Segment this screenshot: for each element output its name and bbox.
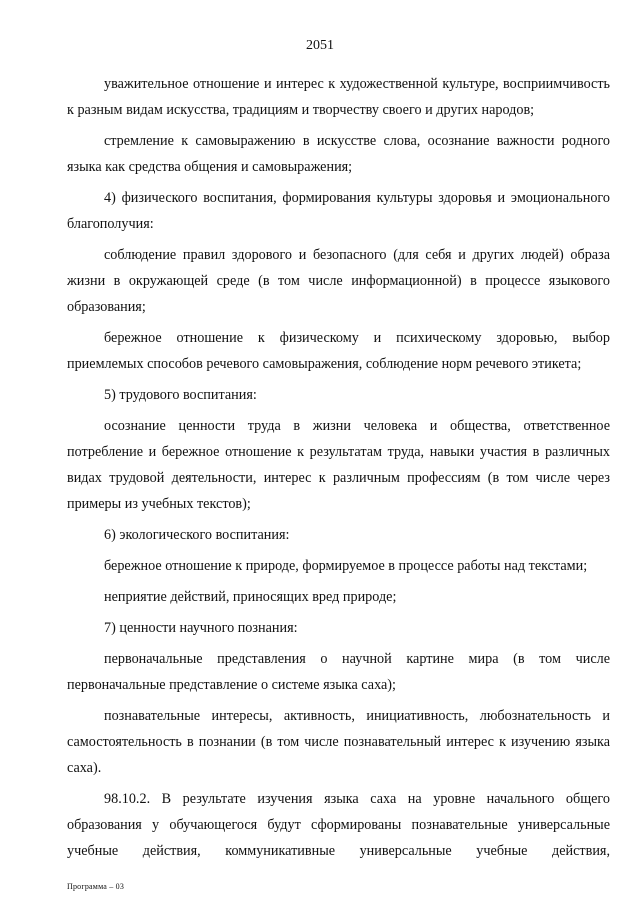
- page-number: 2051: [306, 38, 334, 53]
- paragraph-reject-harm: неприятие действий, приносящих вред природе;: [104, 589, 397, 605]
- paragraph-aesthetic-respect: уважительное отношение и интерес к художественной культуре, восприимчивость к разным видам искусства, традициям и творчеству своего и других народов;: [67, 76, 610, 118]
- heading-labor-education: 5) трудового воспитания:: [104, 387, 257, 403]
- paragraph-health-care: бережное отношение к физическому и психическому здоровью, выбор приемлемых способов речевого самовыражения, соблюдение норм речевого этикета;: [67, 330, 610, 372]
- paragraph-cognitive-interests: познавательные интересы, активность, инициативность, любознательность и самостоятельность в познании (в том числе познавательный интерес к изучению языка саха).: [67, 708, 610, 776]
- paragraph-world-picture: первоначальные представления о научной картине мира (в том числе первоначальные представление о системе языка саха);: [67, 651, 610, 693]
- paragraph-self-expression: стремление к самовыражению в искусстве слова, осознание важности родного языка как средства общения и самовыражения;: [67, 133, 610, 175]
- paragraph-section-98-10-2: 98.10.2. В результате изучения языка саха на уровне начального общего образования у обучающегося будут сформированы познавательные универсальные учебные действия, коммуникативные универсальные учебные действия,: [67, 791, 610, 859]
- heading-ecological-education: 6) экологического воспитания:: [104, 527, 290, 543]
- document-body: [67, 71, 610, 869]
- page-footer: Программа – 03: [67, 882, 125, 891]
- heading-physical-education: 4) физического воспитания, формирования культуры здоровья и эмоционального благополучия:: [67, 190, 610, 232]
- heading-scientific-knowledge: 7) ценности научного познания:: [104, 620, 298, 636]
- paragraph-care-for-nature: бережное отношение к природе, формируемое в процессе работы над текстами;: [104, 558, 588, 574]
- paragraph-value-of-labor: осознание ценности труда в жизни человека и общества, ответственное потребление и бережное отношение к результатам труда, навыки участия в различных видах трудовой деятельности, интерес к различным профессиям (в том числе через примеры из учебных текстов);: [67, 418, 610, 512]
- paragraph-healthy-lifestyle: соблюдение правил здорового и безопасного (для себя и других людей) образа жизни в окружающей среде (в том числе информационной) в процессе языкового образования;: [67, 247, 610, 315]
